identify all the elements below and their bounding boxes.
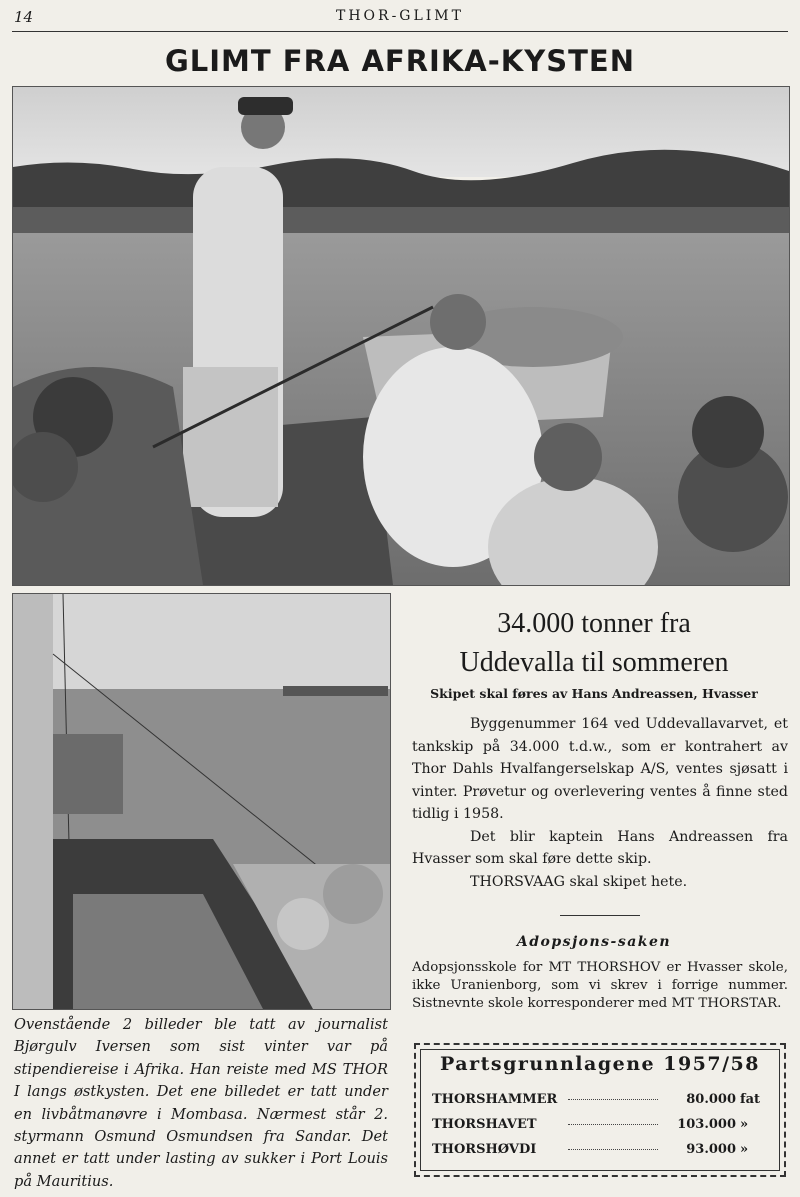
share-value: 93.000 xyxy=(686,1141,736,1157)
share-unit: » xyxy=(740,1141,749,1157)
dot-leader xyxy=(568,1148,658,1150)
share-value: 80.000 xyxy=(686,1091,736,1107)
share-value: 103.000 xyxy=(677,1116,736,1132)
running-title: THOR-GLIMT xyxy=(336,8,464,24)
article-title-line-2: Uddevalla til sommeren xyxy=(459,647,729,678)
header-rule xyxy=(12,31,788,32)
ship-name: THORSHØVDI xyxy=(432,1141,537,1157)
photo-caption: Ovenstående 2 billeder ble tatt av journalist Bjørgulv Iversen som sist vinter var på stipendiereise i Afrika. Han reiste med MS THOR I langs østkysten. Det ene billedet er tatt under en livbåtmanøvre i Mombasa. Nærmest står 2. styrmann Osmund Osmundsen fra Sandar. Det annet er tatt under lasting av sukker i Port Louis på Mauritius. xyxy=(14,1016,388,1190)
page-number: 14 xyxy=(14,8,34,26)
shares-row xyxy=(432,1088,768,1110)
adoption-body: Adopsjonsskole for MT THORSHOV er Hvasser skole, ikke Uranienborg, som vi skrev i forrige nummer. Sistnevnte skole korresponderer med MT THORSTAR. xyxy=(412,960,788,1011)
article-paragraph: THORSVAAG skal skipet hete. xyxy=(470,873,688,890)
ship-name: THORSHAMMER xyxy=(432,1091,558,1107)
ship-name: THORSHAVET xyxy=(432,1116,537,1132)
share-unit: » xyxy=(740,1116,749,1132)
article-paragraph: Det blir kaptein Hans Andreassen fra Hvasser som skal føre dette skip. xyxy=(412,828,788,867)
article-title-line-1: 34.000 tonner fra xyxy=(497,608,691,639)
dot-leader xyxy=(568,1098,658,1100)
shares-row xyxy=(432,1138,768,1160)
shares-title: Partsgrunnlagene 1957/58 xyxy=(440,1053,760,1075)
article-subtitle: Skipet skal føres av Hans Andreassen, Hvasser xyxy=(430,686,758,701)
shares-box xyxy=(414,1043,786,1177)
shares-row xyxy=(432,1113,768,1135)
article-body xyxy=(412,713,788,893)
loading-photo xyxy=(12,593,391,1010)
dot-leader xyxy=(568,1123,658,1125)
article-title xyxy=(400,604,788,682)
lifeboat-photo xyxy=(12,86,790,586)
article-paragraph: Byggenummer 164 ved Uddevallavarvet, et tankskip på 34.000 t.d.w., som er kontrahert av Thor Dahls Hvalfangerselskap A/S, ventes sjøsatt i vinter. Prøvetur og overlevering ventes å finne sted tidlig i 1958. xyxy=(412,716,788,822)
share-unit: fat xyxy=(740,1091,761,1107)
page-headline: GLIMT FRA AFRIKA-KYSTEN xyxy=(164,44,636,78)
adoption-title: Adopsjons-saken xyxy=(516,934,672,950)
section-divider xyxy=(560,915,640,916)
